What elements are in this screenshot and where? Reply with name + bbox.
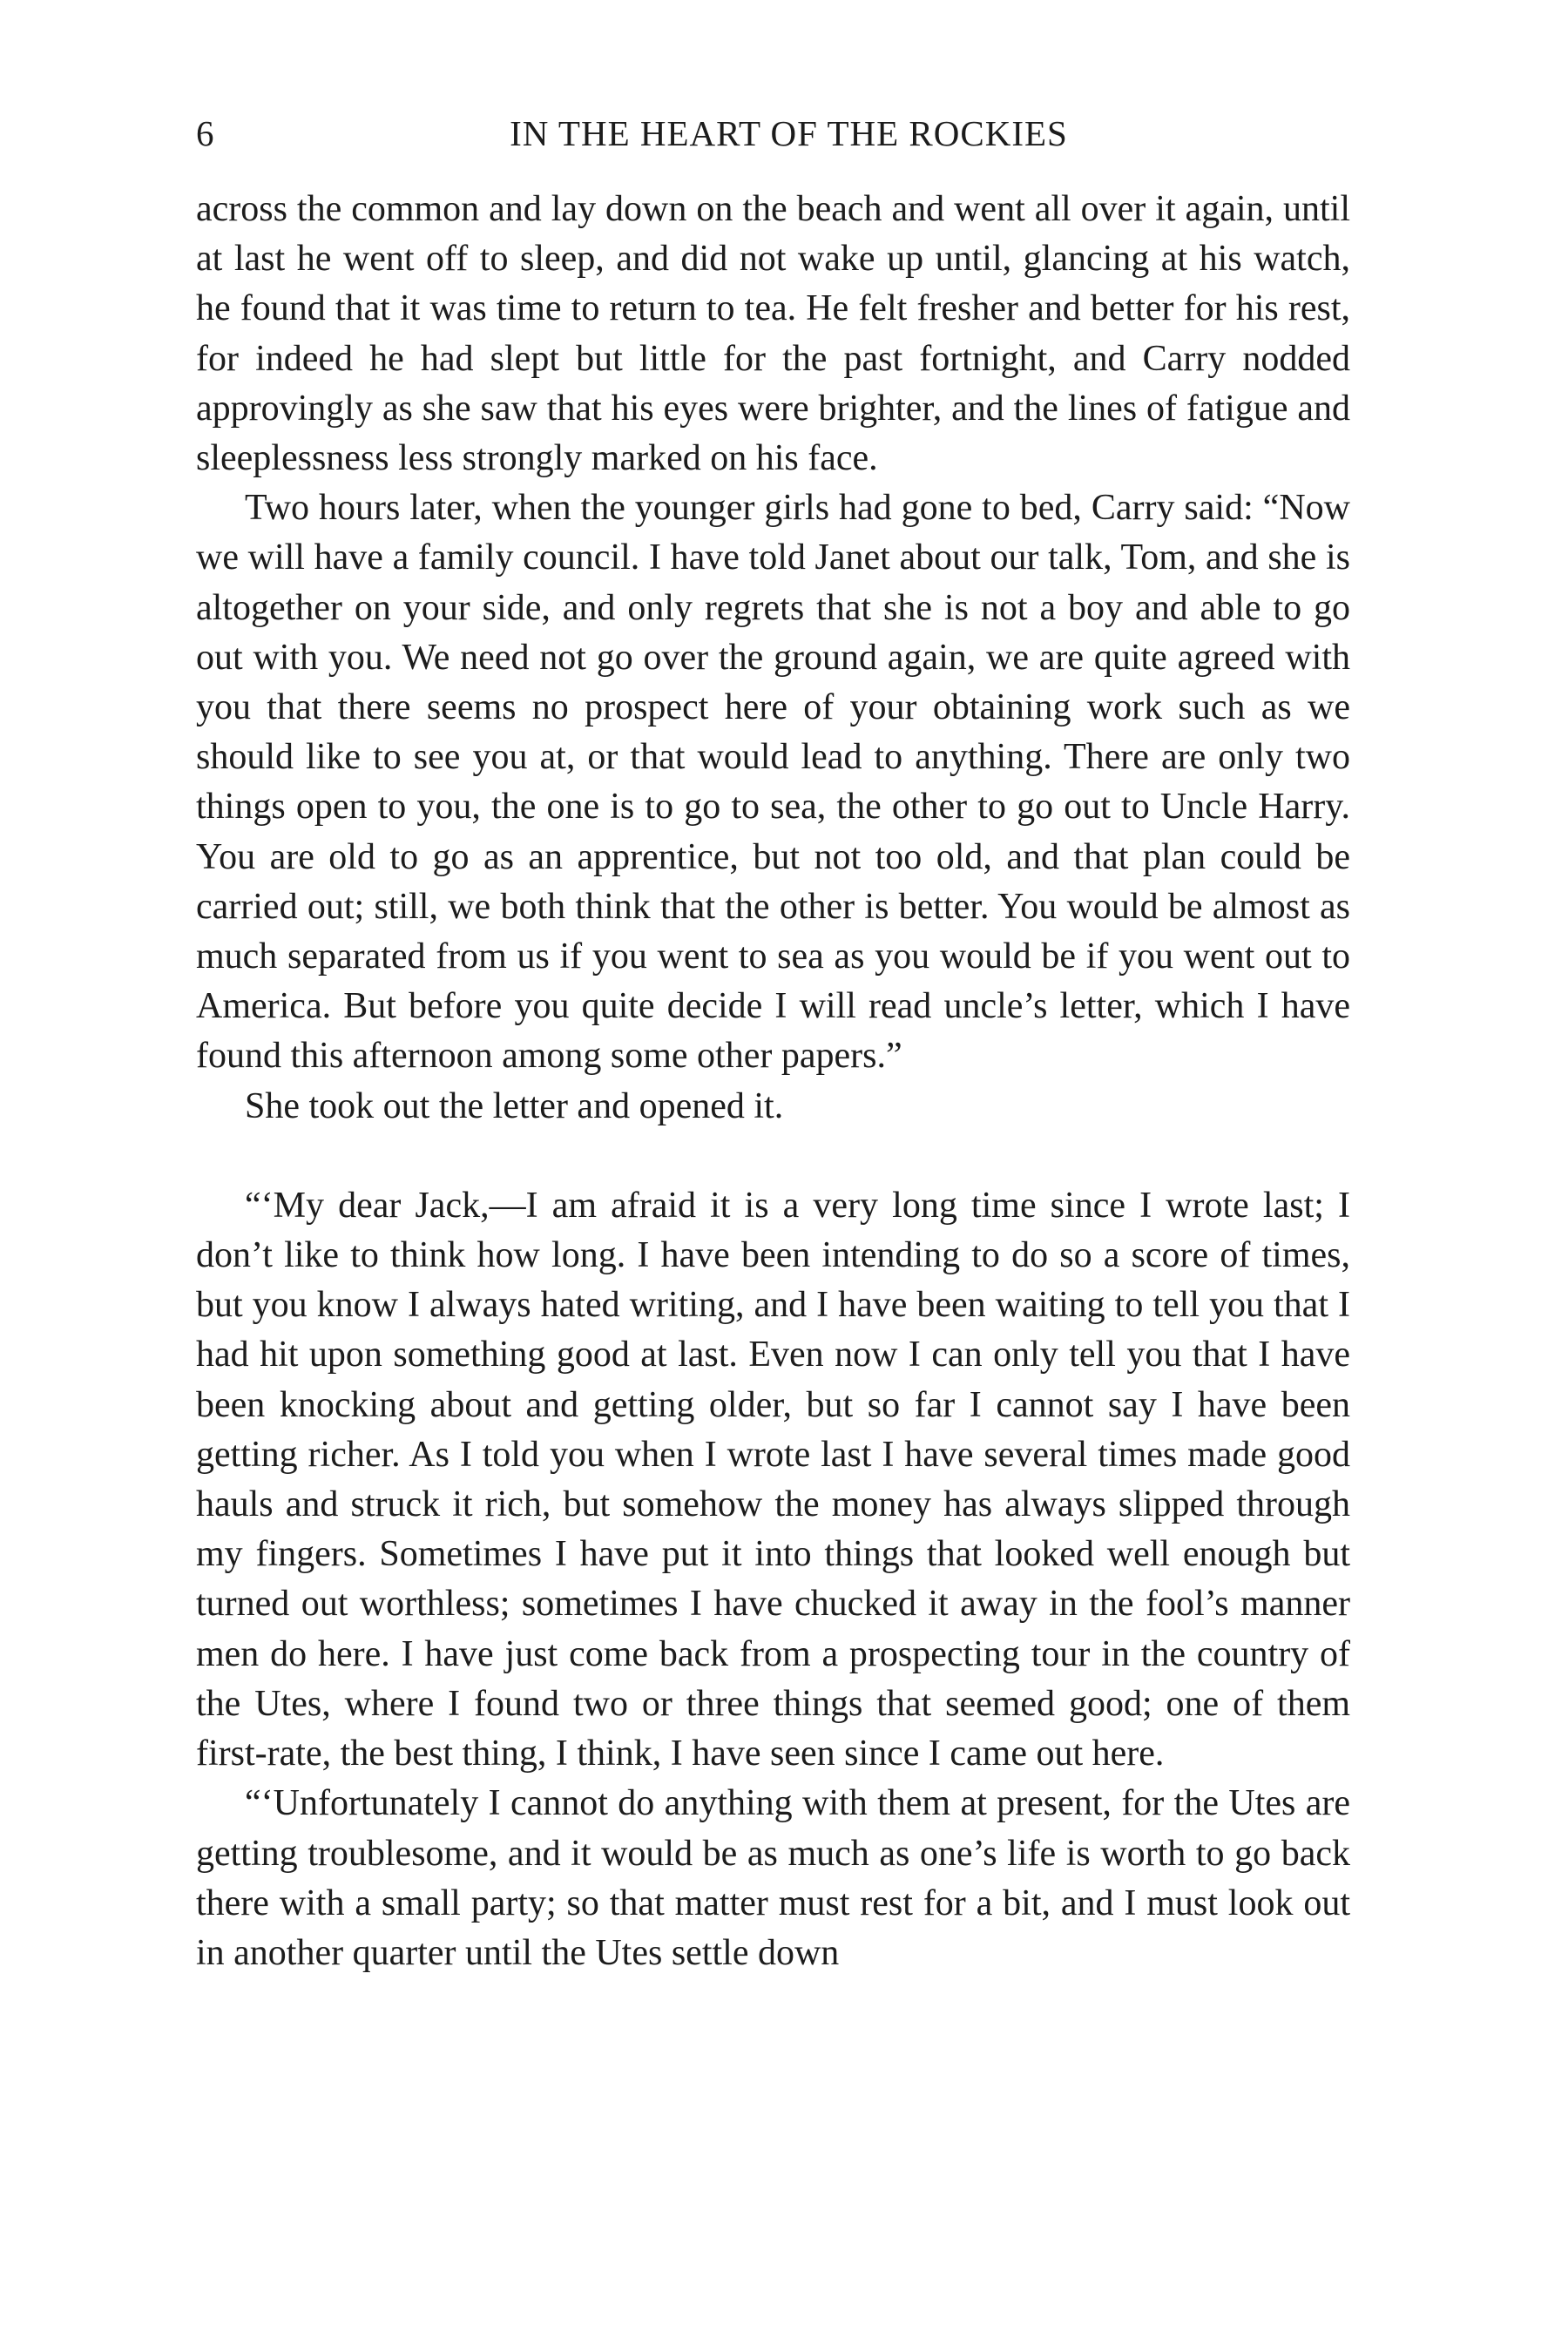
paragraph: She took out the letter and opened it. <box>245 1085 784 1126</box>
paragraph: Two hours later, when the younger girls had gone to bed, Carry said: “Now we will have a family council. I have told Janet about our talk, Tom, and she is altogether on your side, and only regrets that she is not a boy and able to go out with you. We need not go over the ground again, we are quite agreed with you that there seems no prospect here of your obtaining work such as we should like to see you at, or that would lead to anything. There are only two things open to you, the one is to go to sea, the other to go out to Uncle Harry. You are old to go as an apprentice, but not too old, and that plan could be carried out; still, we both think that the other is better. You would be almost as much separated from us if you went to sea as you would be if you went out to America. But before you quite decide I will read uncle’s letter, which I have found this afternoon among some other papers.” <box>196 488 1350 1077</box>
body-text <box>196 185 1350 1978</box>
running-head <box>196 112 1350 155</box>
letter-paragraph: “‘Unfortunately I cannot do anything with them at present, for the Utes are getting troublesome, and it would be as much as one’s life is worth to go back there with a small party; so that matter must rest for a bit, and I must look out in another quarter until the Utes settle down <box>196 1783 1350 1973</box>
running-title: IN THE HEART OF THE ROCKIES <box>510 113 1068 153</box>
letter-paragraph: “‘My dear Jack,—I am afraid it is a very long time since I wrote last; I don’t like to think how long. I have been intending to do so a score of times, but you know I always hated writing, and I have been waiting to tell you that I had hit upon something good at last. Even now I can only tell you that I have been knocking about and getting older, but so far I cannot say I have been getting richer. As I told you when I wrote last I have several times made good hauls and struck it rich, but somehow the money has always slipped through my fingers. Sometimes I have put it into things that looked well enough but turned out worthless; sometimes I have chucked it away in the fool’s manner men do here. I have just come back from a prospecting tour in the country of the Utes, where I found two or three things that seemed good; one of them first-rate, the best thing, I think, I have seen since I came out here. <box>196 1185 1350 1774</box>
paragraph-continuation: across the common and lay down on the beach and went all over it again, until at last he went off to sleep, and did not wake up until, glancing at his watch, he found that it was time to return to tea. He felt fresher and better for his rest, for indeed he had slept but little for the past fortnight, and Carry nodded approvingly as she saw that his eyes were brighter, and the lines of fatigue and sleeplessness less strongly marked on his face. <box>196 189 1350 479</box>
page-number: 6 <box>196 113 215 153</box>
